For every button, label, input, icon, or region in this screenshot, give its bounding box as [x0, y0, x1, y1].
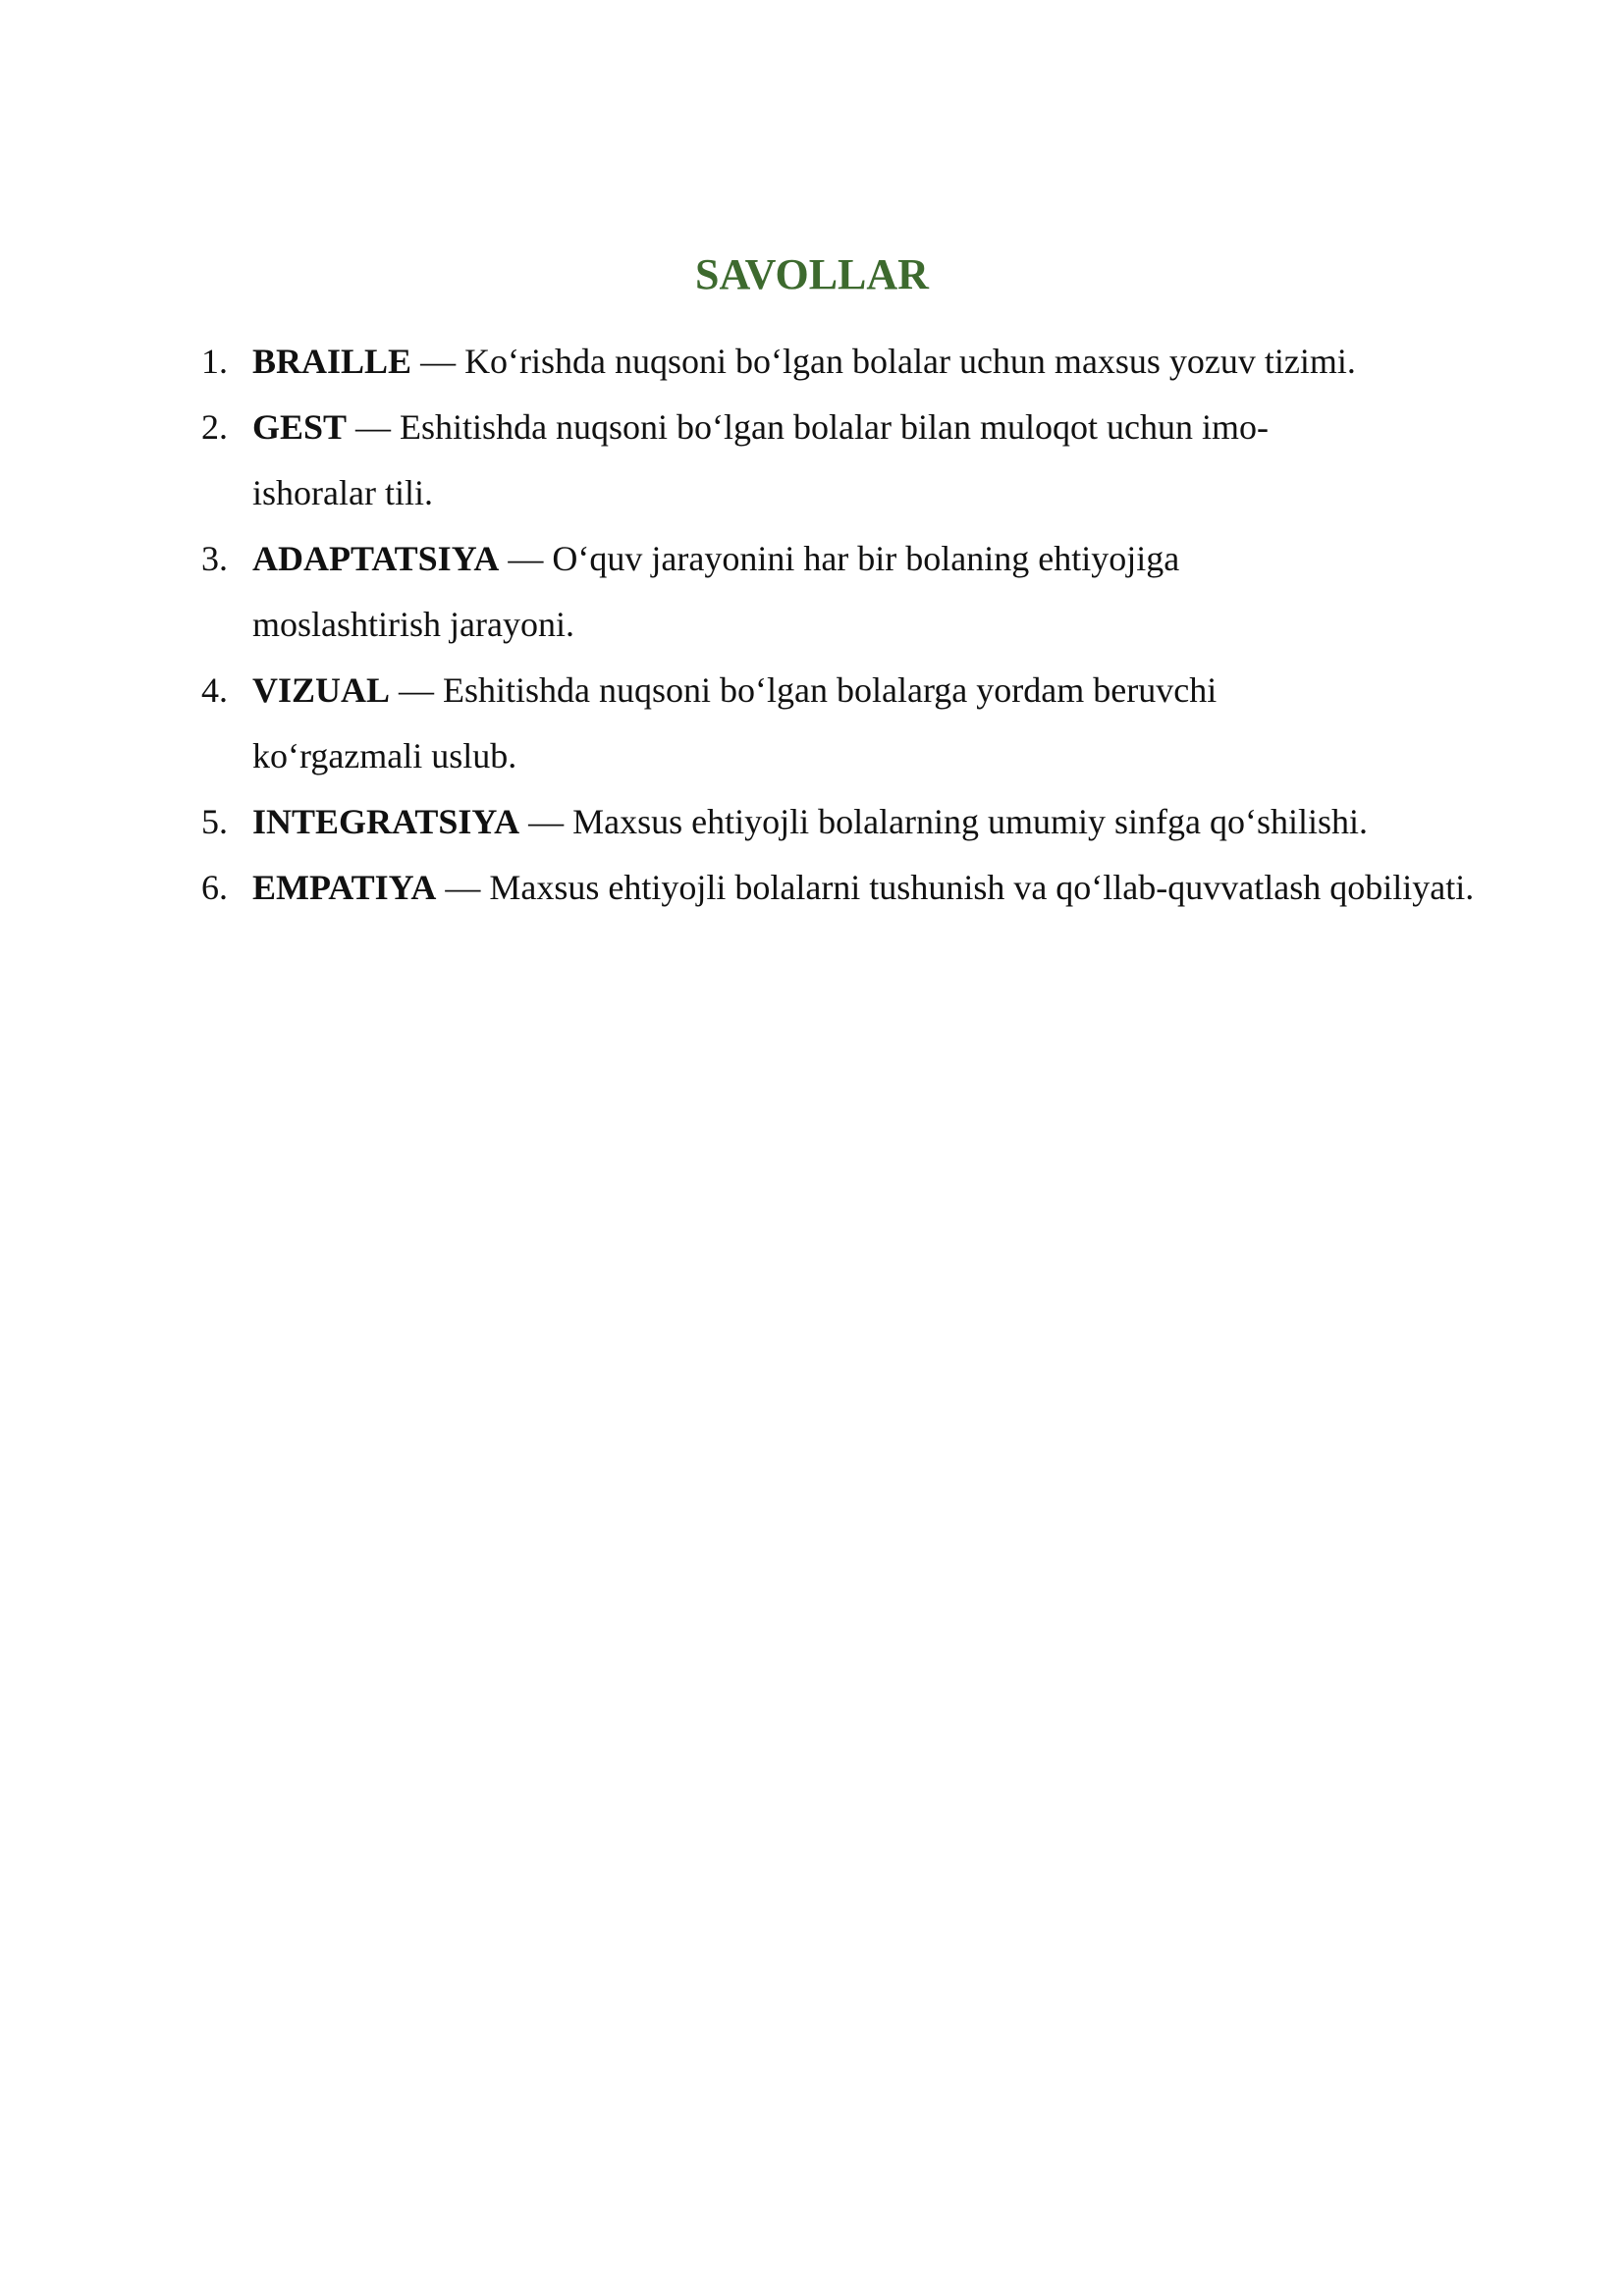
item-number: 5. [201, 802, 228, 841]
item-number: 3. [201, 539, 228, 578]
list-item [201, 789, 1478, 855]
list-item [201, 526, 1293, 658]
item-term: INTEGRATSIYA [252, 802, 520, 841]
list-item [201, 329, 1478, 395]
list-item [201, 658, 1293, 789]
item-definition: — Eshitishda nuqsoni bo‘lgan bolalar bilan muloqot uchun imo-ishoralar tili. [252, 407, 1269, 512]
item-number: 1. [201, 342, 228, 381]
item-term: VIZUAL [252, 670, 391, 710]
item-term: EMPATIYA [252, 868, 437, 907]
item-number: 6. [201, 868, 228, 907]
item-number: 2. [201, 407, 228, 447]
item-definition: — O‘quv jarayonini har bir bolaning ehtiyojiga moslashtirish jarayoni. [252, 539, 1180, 644]
definitions-list [201, 329, 1478, 921]
page-title: SAVOLLAR [695, 250, 929, 298]
item-definition: — Maxsus ehtiyojli bolalarni tushunish va qo‘llab-quvvatlash qobiliyati. [436, 868, 1475, 907]
list-item [201, 855, 1489, 921]
item-definition: — Eshitishda nuqsoni bo‘lgan bolalarga yordam beruvchi ko‘rgazmali uslub. [252, 670, 1218, 775]
item-number: 4. [201, 670, 228, 710]
item-term: ADAPTATSIYA [252, 539, 500, 578]
item-definition: — Maxsus ehtiyojli bolalarning umumiy sinfga qo‘shilishi. [519, 802, 1369, 841]
item-term: GEST [252, 407, 348, 447]
list-item [201, 395, 1293, 526]
item-term: BRAILLE [252, 342, 412, 381]
item-definition: — Ko‘rishda nuqsoni bo‘lgan bolalar uchun maxsus yozuv tizimi. [411, 342, 1356, 381]
